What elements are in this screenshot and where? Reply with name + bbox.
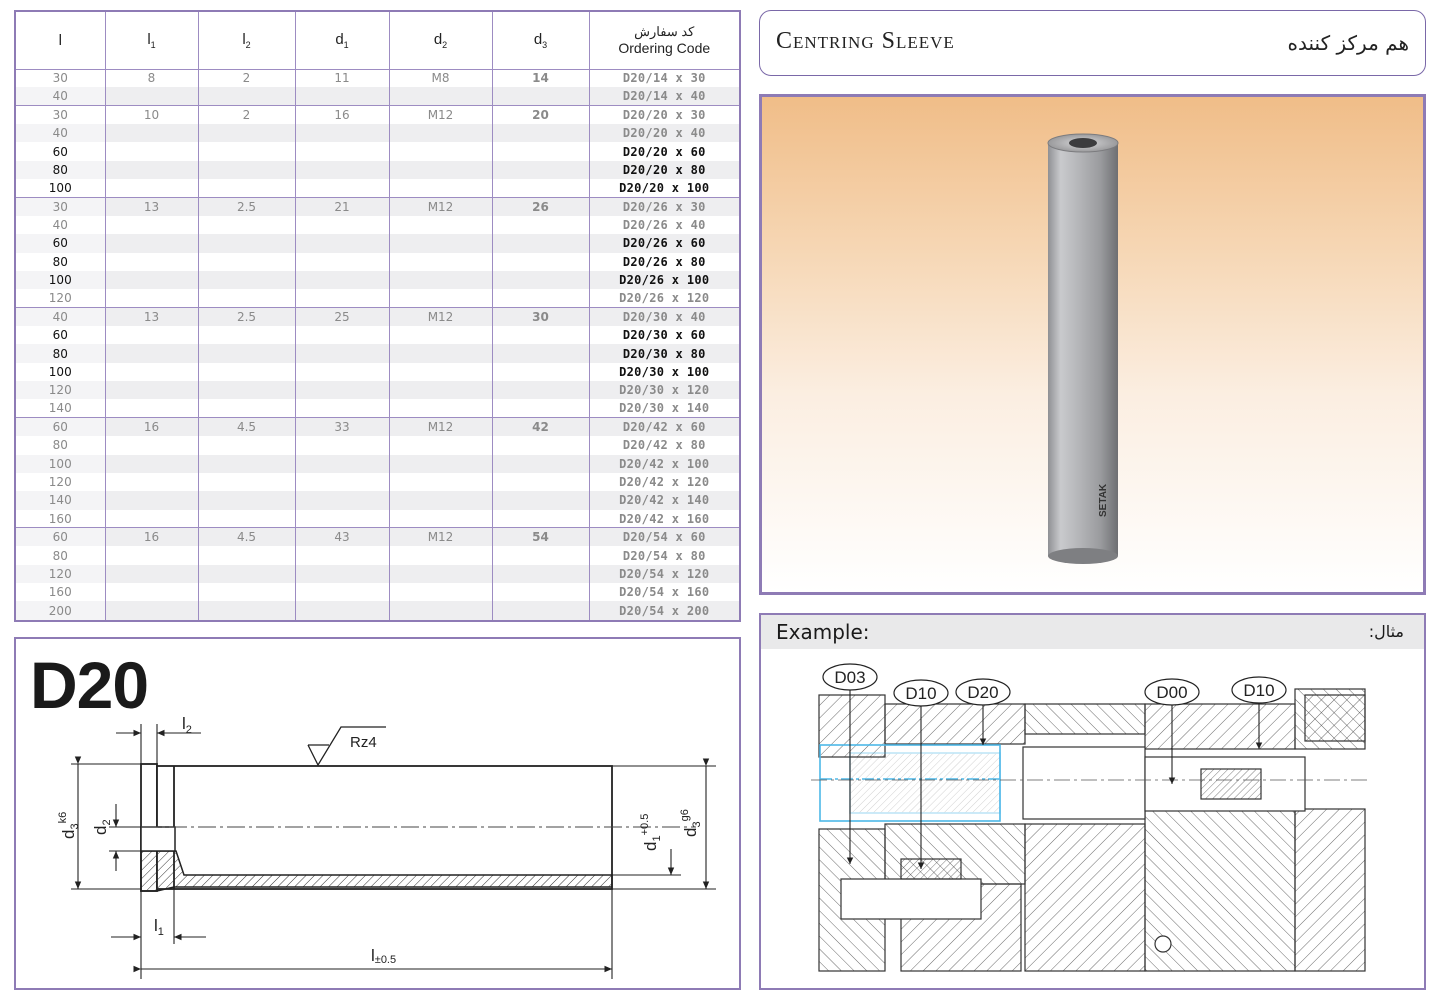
- table-row: [16, 234, 739, 252]
- cell-l: 160: [16, 583, 105, 601]
- cell-l1: [105, 216, 198, 234]
- cell-ordering-code: D20/26 x 80: [622, 254, 706, 269]
- cell-d3: 30: [492, 308, 589, 326]
- cell-ordering-code: D20/26 x 30: [589, 198, 739, 216]
- table-row: [16, 601, 739, 619]
- cell-ordering-code: D20/42 x 120: [619, 475, 710, 490]
- dim-d3-g6: $d_3^{g6}$: [679, 809, 703, 837]
- table-row: [16, 216, 739, 234]
- cell-d1: [295, 381, 389, 399]
- cell-d2: M12: [389, 528, 492, 546]
- cell-d1: [295, 583, 389, 601]
- cell-l: 140: [16, 491, 105, 509]
- cell-ordering-code: D20/54 x 60: [589, 528, 739, 546]
- cell-l: 120: [16, 473, 105, 491]
- cell-d1: [295, 253, 389, 271]
- cell-d3: [492, 344, 589, 362]
- cell-l2: 4.5: [198, 528, 295, 546]
- cell-l1: [105, 161, 198, 179]
- cell-d2: [389, 399, 492, 417]
- cell-l1: [105, 326, 198, 344]
- centring-sleeve-photo: [762, 97, 1423, 592]
- cell-d2: [389, 326, 492, 344]
- cell-d3: [492, 363, 589, 381]
- callout-d03: D03: [834, 668, 866, 687]
- table-row: [16, 179, 739, 197]
- roughness-label: Rz4: [350, 734, 377, 751]
- table-row: [16, 87, 739, 105]
- cell-d2: [389, 234, 492, 252]
- cell-ordering-code: D20/30 x 120: [589, 381, 739, 399]
- cell-ordering-code: D20/30 x 40: [589, 308, 739, 326]
- cell-d3: [492, 234, 589, 252]
- cell-d2: [389, 436, 492, 454]
- cell-d1: [295, 142, 389, 160]
- cell-l: 40: [16, 216, 105, 234]
- cell-l2: [198, 436, 295, 454]
- example-panel: [759, 613, 1426, 990]
- cell-d3: [492, 436, 589, 454]
- cell-ordering-code: D20/42 x 80: [622, 438, 706, 453]
- cell-l: 80: [16, 253, 105, 271]
- cell-l: 60: [16, 142, 105, 160]
- cell-d1: [295, 87, 389, 105]
- cell-l: 100: [16, 271, 105, 289]
- table-row: [16, 161, 739, 179]
- cell-d2: [389, 271, 492, 289]
- cell-d1: [295, 455, 389, 473]
- cell-d2: [389, 344, 492, 362]
- cell-ordering-code: D20/42 x 140: [589, 491, 739, 509]
- drawing-title: D20: [30, 648, 149, 722]
- cell-ordering-code: D20/54 x 200: [589, 601, 739, 619]
- callout-d10-right: D10: [1243, 681, 1275, 700]
- cell-l: 100: [16, 455, 105, 473]
- technical-drawing-panel: [14, 637, 741, 990]
- example-label: Example:: [776, 620, 870, 644]
- cell-l1: [105, 363, 198, 381]
- cell-ordering-code: D20/14 x 40: [589, 87, 739, 105]
- cell-d1: 25: [295, 308, 389, 326]
- cell-l2: [198, 583, 295, 601]
- header-l2: $l_2$: [198, 12, 295, 69]
- cell-d1: [295, 326, 389, 344]
- cell-l2: [198, 271, 295, 289]
- table-row: [16, 106, 739, 124]
- table-row: [16, 491, 739, 509]
- cell-l: 60: [16, 418, 105, 436]
- cell-ordering-code: D20/42 x 100: [589, 455, 739, 473]
- cell-d3: [492, 510, 589, 528]
- cell-d3: 42: [492, 418, 589, 436]
- cell-l1: [105, 179, 198, 197]
- cell-d3: [492, 583, 589, 601]
- cell-ordering-code: D20/54 x 80: [622, 548, 706, 563]
- cell-l: 160: [16, 510, 105, 528]
- cell-d2: [389, 565, 492, 583]
- cell-d2: M12: [389, 418, 492, 436]
- cell-d2: [389, 87, 492, 105]
- cell-l1: [105, 565, 198, 583]
- cell-l2: [198, 601, 295, 619]
- cell-d3: [492, 601, 589, 619]
- cell-d2: M12: [389, 106, 492, 124]
- cell-l1: 13: [105, 198, 198, 216]
- table-row: [16, 583, 739, 601]
- cell-l2: [198, 473, 295, 491]
- cell-d2: [389, 491, 492, 509]
- cell-l: 30: [16, 198, 105, 216]
- cell-l2: [198, 234, 295, 252]
- table-row: [16, 363, 739, 381]
- cell-ordering-code: D20/30 x 100: [619, 364, 710, 379]
- assembly-example-drawing: [761, 649, 1424, 988]
- cell-d2: M12: [389, 308, 492, 326]
- cell-l: 60: [16, 326, 105, 344]
- cell-l2: [198, 289, 295, 307]
- spec-table: [16, 12, 739, 620]
- cell-d3: [492, 565, 589, 583]
- dim-l1: $l_1$: [154, 916, 164, 938]
- cell-l: 60: [16, 234, 105, 252]
- table-header-row: [16, 12, 739, 69]
- cell-ordering-code: D20/42 x 160: [619, 511, 710, 526]
- cell-l1: [105, 271, 198, 289]
- callout-d00: D00: [1156, 683, 1188, 702]
- cell-l1: [105, 124, 198, 142]
- cell-l: 80: [16, 546, 105, 564]
- cell-l: 100: [16, 179, 105, 197]
- cell-d1: [295, 473, 389, 491]
- cell-ordering-code: D20/26 x 100: [589, 271, 739, 289]
- cell-l: 120: [16, 565, 105, 583]
- cell-ordering-code: D20/20 x 30: [589, 106, 739, 124]
- cell-l2: [198, 326, 295, 344]
- cell-l1: [105, 601, 198, 619]
- cell-d1: [295, 565, 389, 583]
- table-row: [16, 473, 739, 491]
- cell-ordering-code: D20/14 x 30: [622, 71, 706, 86]
- cell-l2: [198, 455, 295, 473]
- threaded-bore: [1069, 138, 1097, 148]
- cell-d2: [389, 124, 492, 142]
- cell-ordering-code: D20/20 x 60: [622, 144, 706, 159]
- cell-d1: [295, 363, 389, 381]
- cell-d3: [492, 87, 589, 105]
- table-row: [16, 344, 739, 362]
- cell-ordering-code: D20/30 x 60: [622, 328, 706, 343]
- cell-l: 30: [16, 69, 105, 87]
- cell-d3: 26: [492, 198, 589, 216]
- cell-d2: [389, 510, 492, 528]
- cell-d1: [295, 216, 389, 234]
- cell-d3: [492, 326, 589, 344]
- cell-l2: [198, 87, 295, 105]
- ordering-code-en: Ordering Code: [618, 40, 711, 57]
- cell-d1: [295, 510, 389, 528]
- table-row: [16, 546, 739, 564]
- cell-d2: [389, 253, 492, 271]
- cell-d1: [295, 491, 389, 509]
- title-box: [759, 10, 1426, 76]
- cell-d2: [389, 161, 492, 179]
- table-row: [16, 565, 739, 583]
- header-d1: $d_1$: [295, 12, 389, 69]
- cell-l1: [105, 583, 198, 601]
- cell-d2: [389, 455, 492, 473]
- spec-table-panel: [14, 10, 741, 622]
- cell-d1: [295, 124, 389, 142]
- cell-d1: 43: [295, 528, 389, 546]
- cell-d2: M8: [389, 69, 492, 87]
- dim-d2: $d_2$: [91, 819, 113, 835]
- cell-l: 80: [16, 161, 105, 179]
- cell-d1: [295, 344, 389, 362]
- cell-l1: [105, 510, 198, 528]
- dim-l-tolerance: l±0.5: [371, 946, 397, 966]
- dim-d3-k6: $d_3^{k6}$: [57, 811, 81, 839]
- header-d3: $d_3$: [492, 12, 589, 69]
- cell-d2: [389, 583, 492, 601]
- cell-l1: 13: [105, 308, 198, 326]
- cell-l: 100: [16, 363, 105, 381]
- cell-l: 40: [16, 308, 105, 326]
- cell-l2: [198, 253, 295, 271]
- cell-l1: 8: [105, 69, 198, 87]
- cell-d1: 33: [295, 418, 389, 436]
- cell-l2: 4.5: [198, 418, 295, 436]
- cell-ordering-code: D20/42 x 60: [589, 418, 739, 436]
- cell-d1: [295, 546, 389, 564]
- cell-ordering-code: D20/30 x 80: [589, 344, 739, 362]
- cell-l2: [198, 381, 295, 399]
- cell-l2: [198, 344, 295, 362]
- cell-l1: 10: [105, 106, 198, 124]
- cell-ordering-code: D20/20 x 40: [589, 124, 739, 142]
- cell-l2: [198, 216, 295, 234]
- table-row: [16, 253, 739, 271]
- table-row: [16, 124, 739, 142]
- ordering-code-fa: کد سفارش: [634, 24, 695, 40]
- cell-l2: [198, 363, 295, 381]
- cell-l: 30: [16, 106, 105, 124]
- cell-d2: [389, 216, 492, 234]
- cell-d1: 21: [295, 198, 389, 216]
- cell-d2: [389, 142, 492, 160]
- cell-ordering-code: D20/26 x 60: [589, 234, 739, 252]
- technical-drawing: [16, 639, 739, 988]
- cell-l: 120: [16, 381, 105, 399]
- cell-l2: [198, 510, 295, 528]
- cell-d3: [492, 546, 589, 564]
- cell-l1: [105, 234, 198, 252]
- cell-l1: [105, 381, 198, 399]
- cell-l: 120: [16, 289, 105, 307]
- table-row: [16, 399, 739, 417]
- table-row: [16, 528, 739, 546]
- table-row: [16, 142, 739, 160]
- cell-l1: [105, 142, 198, 160]
- cell-d3: 54: [492, 528, 589, 546]
- header-l1: $l_1$: [105, 12, 198, 69]
- callout-d10-left: D10: [905, 684, 937, 703]
- table-row: [16, 436, 739, 454]
- table-row: [16, 381, 739, 399]
- cell-d3: [492, 381, 589, 399]
- cell-l: 80: [16, 344, 105, 362]
- cell-l1: [105, 546, 198, 564]
- cell-l1: [105, 473, 198, 491]
- cell-l2: 2: [198, 106, 295, 124]
- cell-d1: 11: [295, 69, 389, 87]
- cell-d1: [295, 399, 389, 417]
- cell-d2: M12: [389, 198, 492, 216]
- cell-l2: [198, 565, 295, 583]
- cell-l1: [105, 436, 198, 454]
- cell-d1: [295, 179, 389, 197]
- cell-d3: 20: [492, 106, 589, 124]
- cell-d2: [389, 546, 492, 564]
- cell-d3: 14: [492, 69, 589, 87]
- cell-d1: [295, 436, 389, 454]
- cell-d2: [389, 179, 492, 197]
- cell-d3: [492, 491, 589, 509]
- cell-ordering-code: D20/54 x 120: [589, 565, 739, 583]
- cell-l1: 16: [105, 528, 198, 546]
- cell-l: 40: [16, 87, 105, 105]
- cell-l2: [198, 161, 295, 179]
- cell-d2: [389, 601, 492, 619]
- table-row: [16, 308, 739, 326]
- cell-l2: [198, 179, 295, 197]
- cell-l2: [198, 399, 295, 417]
- cell-d3: [492, 473, 589, 491]
- cell-l1: [105, 455, 198, 473]
- cell-l1: [105, 87, 198, 105]
- table-row: [16, 418, 739, 436]
- table-row: [16, 289, 739, 307]
- cell-ordering-code: D20/54 x 160: [619, 585, 710, 600]
- cell-d3: [492, 179, 589, 197]
- cell-l: 140: [16, 399, 105, 417]
- cell-l1: [105, 399, 198, 417]
- cell-l: 40: [16, 124, 105, 142]
- cell-l1: [105, 491, 198, 509]
- dim-l2: $l_2$: [182, 714, 192, 736]
- cell-d3: [492, 142, 589, 160]
- table-row: [16, 69, 739, 87]
- title-persian: هم مرکز کننده: [1287, 31, 1409, 55]
- cell-d2: [389, 381, 492, 399]
- cell-l: 60: [16, 528, 105, 546]
- cell-l: 80: [16, 436, 105, 454]
- example-header: [761, 615, 1424, 649]
- cell-d3: [492, 161, 589, 179]
- cell-l1: [105, 344, 198, 362]
- cell-d1: [295, 161, 389, 179]
- cell-d1: [295, 601, 389, 619]
- table-row: [16, 510, 739, 528]
- cell-ordering-code: D20/26 x 40: [622, 218, 706, 233]
- dim-d1: $d_1^{+0.5}$: [639, 813, 663, 851]
- header-l: l: [16, 12, 105, 69]
- cell-l1: [105, 289, 198, 307]
- cell-d1: [295, 234, 389, 252]
- cell-d1: 16: [295, 106, 389, 124]
- cell-d2: [389, 473, 492, 491]
- header-d2: $d_2$: [389, 12, 492, 69]
- table-row: [16, 198, 739, 216]
- cell-l: 200: [16, 601, 105, 619]
- cell-d3: [492, 124, 589, 142]
- cell-l1: [105, 253, 198, 271]
- cell-l2: 2.5: [198, 198, 295, 216]
- table-row: [16, 326, 739, 344]
- cell-l2: 2: [198, 69, 295, 87]
- cell-d2: [389, 363, 492, 381]
- cell-l2: [198, 546, 295, 564]
- cell-d3: [492, 455, 589, 473]
- example-label-persian: مثال:: [1368, 622, 1404, 641]
- title-english: Centring Sleeve: [776, 28, 955, 54]
- table-row: [16, 271, 739, 289]
- cell-ordering-code: D20/30 x 140: [619, 401, 710, 416]
- cell-d3: [492, 216, 589, 234]
- cell-l2: [198, 491, 295, 509]
- cell-d3: [492, 253, 589, 271]
- cell-d1: [295, 271, 389, 289]
- cell-d3: [492, 271, 589, 289]
- cell-d1: [295, 289, 389, 307]
- brand-mark: SETAK: [1098, 483, 1109, 517]
- table-row: [16, 455, 739, 473]
- cell-l1: 16: [105, 418, 198, 436]
- spec-table-body: [16, 69, 739, 620]
- cell-l2: [198, 142, 295, 160]
- cell-ordering-code: D20/20 x 80: [589, 161, 739, 179]
- header-ordering-code: [589, 12, 739, 69]
- cell-d3: [492, 289, 589, 307]
- callout-d20: D20: [967, 683, 999, 702]
- product-photo-panel: [759, 94, 1426, 595]
- cell-l2: 2.5: [198, 308, 295, 326]
- cell-l2: [198, 124, 295, 142]
- cell-d2: [389, 289, 492, 307]
- cell-ordering-code: D20/26 x 120: [619, 291, 710, 306]
- cell-d3: [492, 399, 589, 417]
- cell-ordering-code: D20/20 x 100: [619, 181, 710, 196]
